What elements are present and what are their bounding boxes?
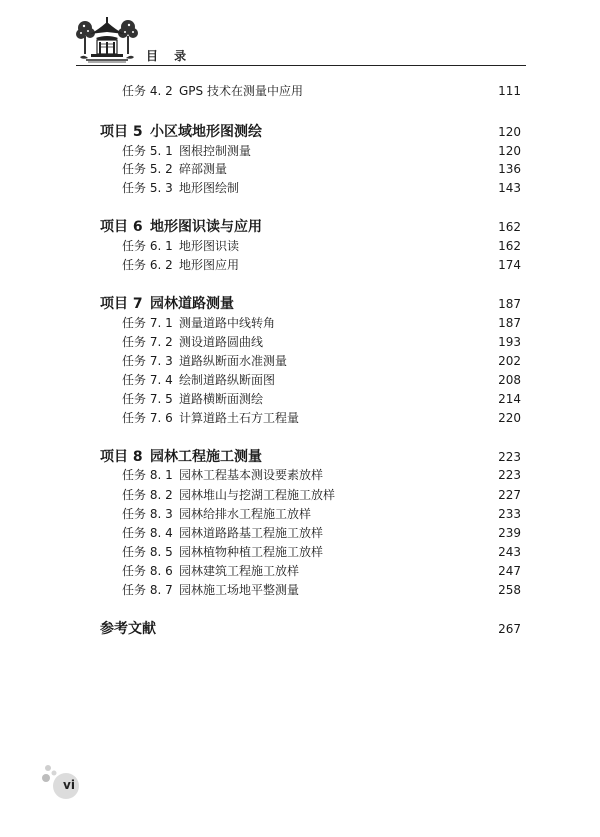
toc-entry-page: 247: [498, 564, 521, 578]
toc-entry-code: 任务 7. 2: [122, 335, 173, 349]
toc-entry-label: [122, 580, 299, 600]
toc-entry-code: 任务 8. 2: [122, 488, 173, 502]
toc-entry-page: 233: [498, 507, 521, 521]
toc-task-entry: [0, 580, 600, 600]
toc-entry-title: 园林工程基本测设要素放样: [179, 468, 324, 482]
toc-entry-code: 任务 8. 7: [122, 583, 173, 597]
toc-entry-code: 任务 5. 2: [122, 162, 173, 176]
toc-entry-label: [122, 504, 311, 524]
toc-entry-page: 120: [498, 125, 521, 139]
toc-project-entry: [0, 121, 600, 143]
toc-entry-code: 任务 8. 6: [122, 564, 173, 578]
toc-entry-title: 地形图绘制: [179, 181, 240, 195]
toc-entry-code: 任务 7. 1: [122, 316, 173, 330]
toc-entry-page: 187: [498, 316, 521, 330]
header-title: 目 录: [146, 49, 193, 63]
toc-entry-title: 图根控制测量: [179, 144, 252, 158]
toc-entry-page: 187: [498, 297, 521, 311]
toc-entry-code: 项目 8: [100, 449, 143, 465]
toc-entry-title: 碎部测量: [179, 162, 228, 176]
toc-entry-title: 小区域地形图测绘: [150, 124, 262, 140]
toc-task-entry: [0, 389, 600, 409]
toc-entry-label: [100, 121, 262, 143]
toc-task-entry: [0, 408, 600, 428]
toc-entry-code: 任务 8. 3: [122, 507, 173, 521]
toc-entry-label: [122, 81, 303, 101]
toc-entry-code: 任务 6. 2: [122, 258, 173, 272]
toc-entry-page: 120: [498, 144, 521, 158]
toc-task-entry: [0, 485, 600, 505]
toc-entry-page: 162: [498, 239, 521, 253]
toc-task-entry: [0, 159, 600, 179]
toc-task-entry: [0, 332, 600, 352]
toc-entry-label: [122, 159, 227, 179]
toc-entry-code: 项目 7: [100, 296, 143, 312]
toc-entry-title: 道路纵断面水准测量: [179, 354, 288, 368]
toc-task-entry: [0, 236, 600, 256]
toc-entry-label: [122, 236, 239, 256]
toc-task-entry: [0, 523, 600, 543]
toc-entry-title: 绘制道路纵断面图: [179, 373, 276, 387]
toc-entry-page: 143: [498, 181, 521, 195]
toc-task-entry: [0, 542, 600, 562]
toc-entry-page: 202: [498, 354, 521, 368]
toc-task-entry: [0, 561, 600, 581]
toc-entry-label: [122, 542, 323, 562]
toc-entry-title: 园林施工场地平整测量: [179, 583, 300, 597]
toc-entry-label: [122, 408, 299, 428]
toc-entry-label: [122, 313, 275, 333]
toc-entry-code: 任务 7. 4: [122, 373, 173, 387]
toc-entry-page: 243: [498, 545, 521, 559]
toc-entry-label: [100, 618, 156, 640]
toc-project-entry: [0, 618, 600, 640]
toc-entry-title: 计算道路土石方工程量: [179, 411, 300, 425]
toc-entry-title: 地形图识读与应用: [150, 219, 262, 235]
toc-entry-code: 项目 5: [100, 124, 143, 140]
toc-entry-page: 258: [498, 583, 521, 597]
toc-entry-label: [122, 351, 287, 371]
toc-task-entry: [0, 313, 600, 333]
toc-entry-title: 园林堆山与挖湖工程施工放样: [179, 488, 336, 502]
toc-entry-code: 任务 5. 3: [122, 181, 173, 195]
toc-entry-title: 地形图识读: [179, 239, 240, 253]
toc-entry-label: [100, 293, 234, 315]
toc-entry-page: 111: [498, 84, 521, 98]
toc-entry-code: 任务 4. 2: [122, 84, 173, 98]
toc-entry-title: 园林植物种植工程施工放样: [179, 545, 324, 559]
toc-entry-page: 220: [498, 411, 521, 425]
toc-entry-title: 园林道路路基工程施工放样: [179, 526, 324, 540]
toc-entry-page: 214: [498, 392, 521, 406]
toc-entry-page: 223: [498, 468, 521, 482]
toc-entry-page: 223: [498, 450, 521, 464]
toc-entry-code: 任务 7. 6: [122, 411, 173, 425]
toc-entry-label: [122, 465, 323, 485]
toc-entry-title: GPS 技术在测量中应用: [179, 84, 303, 98]
toc-entry-code: 任务 8. 5: [122, 545, 173, 559]
toc-entry-page: 239: [498, 526, 521, 540]
toc-entry-code: 任务 8. 4: [122, 526, 173, 540]
toc-entry-code: 任务 8. 1: [122, 468, 173, 482]
page-number: vi: [63, 778, 75, 792]
toc-entry-label: [122, 561, 299, 581]
toc-entry-title: 园林工程施工测量: [150, 449, 262, 465]
toc-entry-title: 地形图应用: [179, 258, 240, 272]
toc-entry-label: [122, 523, 323, 543]
toc-entry-title: 测设道路圆曲线: [179, 335, 264, 349]
toc-task-entry: [0, 370, 600, 390]
toc-entry-page: 208: [498, 373, 521, 387]
toc-task-entry: [0, 351, 600, 371]
toc-entry-title: 道路横断面测绘: [179, 392, 264, 406]
toc-entry-label: [122, 178, 239, 198]
toc-entry-code: 任务 5. 1: [122, 144, 173, 158]
toc-entry-code: 任务 7. 3: [122, 354, 173, 368]
toc-entry-page: 136: [498, 162, 521, 176]
toc-project-entry: [0, 216, 600, 238]
toc-entry-label: [122, 389, 263, 409]
toc-entry-label: [122, 255, 239, 275]
toc-entry-label: [122, 485, 335, 505]
toc-entry-code: 项目 6: [100, 219, 143, 235]
toc-entry-page: 162: [498, 220, 521, 234]
toc-entry-label: [122, 141, 251, 161]
toc-task-entry: [0, 178, 600, 198]
toc-entry-page: 193: [498, 335, 521, 349]
toc-entry-page: 267: [498, 622, 521, 636]
toc-task-entry: [0, 504, 600, 524]
toc-entry-code: 任务 7. 5: [122, 392, 173, 406]
toc-entry-label: [122, 332, 263, 352]
toc-entry-title: 园林给排水工程施工放样: [179, 507, 312, 521]
toc-entry-page: 174: [498, 258, 521, 272]
toc-task-entry: [0, 81, 600, 101]
toc-entry-title: 测量道路中线转角: [179, 316, 276, 330]
toc-entry-page: 227: [498, 488, 521, 502]
toc-entry-title: 参考文献: [100, 621, 156, 637]
toc-task-entry: [0, 141, 600, 161]
toc-task-entry: [0, 465, 600, 485]
toc-entry-title: 园林建筑工程施工放样: [179, 564, 300, 578]
toc-project-entry: [0, 293, 600, 315]
toc-entry-label: [122, 370, 275, 390]
toc-entry-title: 园林道路测量: [150, 296, 234, 312]
toc-entry-label: [100, 216, 262, 238]
toc-entry-code: 任务 6. 1: [122, 239, 173, 253]
toc-task-entry: [0, 255, 600, 275]
